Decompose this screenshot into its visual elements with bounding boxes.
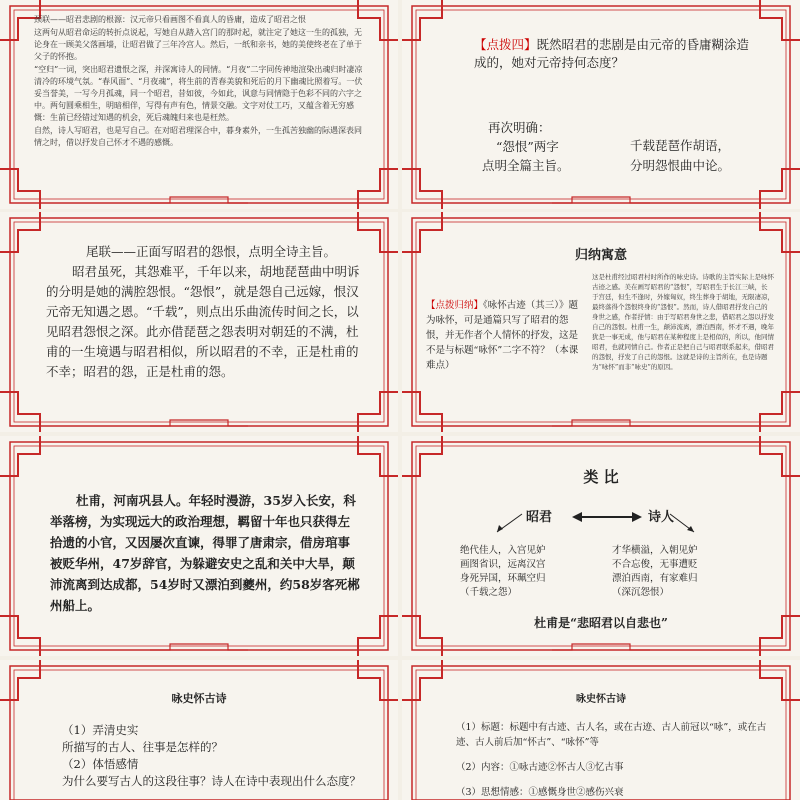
- slide-4[interactable]: [402, 212, 800, 432]
- slide-3-content: [46, 242, 362, 382]
- left-list: [460, 544, 546, 600]
- left-tag: 【点拨归纳】: [426, 300, 484, 311]
- list-item: （1）标题：标题中有古迹、古人名，或在古迹、古人前冠以“咏”，或在古迹、古人前后加“怀古”、“咏怀”等: [456, 722, 767, 748]
- slide-title: 归纳寓意: [574, 248, 627, 263]
- biography: 杜甫，河南巩县人。年轻时漫游，35岁入长安，科举落榜，为实现远大的政治理想，羁留十年也只获得左拾遗的小官，又因屡次直谏，得罪了唐肃宗，借房琯事被贬华州，47岁辞官，为躲避安史之乱和关中大旱，颠沛流离到达成都，54岁时又漂泊到夔州，约58岁客死郴州船上。: [50, 493, 360, 613]
- list-item: 所描写的古人、往事是怎样的？: [62, 740, 223, 754]
- conclusion: 杜甫是“悲昭君以自悲也”: [534, 616, 668, 630]
- list-item: （2）体悟感情: [62, 757, 139, 771]
- slide-3[interactable]: [0, 212, 398, 432]
- right-line: 漂泊西南，有家难归: [612, 573, 698, 584]
- slide-title: 咏史怀古诗: [576, 694, 626, 705]
- question-tag: 【点拨四】: [474, 37, 537, 52]
- item-list: [456, 720, 770, 800]
- slide-1-line: 这两句从昭君命运的转折点说起，写她自从踏入宫门的那时起，就注定了她这一生的孤独，无论身在一顾美父落画墙，让昭君做了三年冷宫人。然后，一纸和亲书，她的美使终老在了单于父子的怀抱。: [34, 28, 362, 61]
- slide-5[interactable]: [0, 436, 398, 656]
- poem-line: 分明怨恨曲中论。: [630, 158, 731, 173]
- heading-tag: 尾联——: [86, 244, 137, 259]
- right-list: [612, 544, 698, 600]
- slide-title: 类 比: [583, 468, 619, 486]
- left-text: 《咏怀古迹（其三）》题为咏怀，可是通篇只写了昭君的怨恨，并无作者个人情怀的抒发，这是不是与标题“咏怀”二字不符？（本课难点）: [426, 300, 579, 371]
- left-note: （千载之怨）: [460, 587, 518, 598]
- right-line: 不合忘俊，无事遭贬: [612, 559, 698, 570]
- right-note: （深沉怨恨）: [612, 587, 670, 598]
- heading-line: [46, 242, 362, 262]
- list-item: （3）思想情感：①感慨身世②感伤兴衰: [456, 787, 624, 798]
- slide-6[interactable]: [402, 436, 800, 656]
- slide-2[interactable]: [402, 0, 800, 209]
- slide-1-line: 自然，诗人写昭君，也是写自己。在对昭君理深合中，暮身素外，一生孤苦独幽的际遇深表同情之时，借以抒发自己怀才不遇的感慨。: [34, 126, 362, 147]
- poem-line: 千载琵琶作胡语，: [630, 138, 731, 153]
- left-line: 绝代佳人，入宫见妒: [460, 545, 546, 556]
- right-line: 才华横溢，入朝见妒: [612, 545, 698, 556]
- left-box: [426, 298, 584, 373]
- item-list: [62, 722, 370, 790]
- slide-1-line: 颈联——昭君悲剧的根源：汉元帝只看画图不看真人的昏庸，造成了昭君之恨: [34, 15, 306, 24]
- left-line: 画图省识，远离汉宫: [460, 559, 546, 570]
- right-label: 诗人: [648, 510, 675, 525]
- answer-heading: 再次明确：: [488, 120, 551, 135]
- left-label: 昭君: [526, 510, 553, 525]
- list-item: （1）弄清史实: [62, 723, 139, 737]
- slide-1-text: [34, 14, 368, 191]
- list-item: 为什么要写古人的这段往事？诗人在诗中表现出什么态度？: [62, 774, 361, 788]
- paragraph: 昭君虽死，其怨难平，千年以来，胡地琵琶曲中明诉的分明是她的满腔怨恨。“怨恨”，就是怨自己远嫁，恨汉元帝无知遇之恩。“千载”，则点出乐曲流传时间之长，以见昭君怨恨之深。此亦借琵琶之怨表明对朝廷的不满，杜甫的一生境遇与昭君相似，所以昭君的不幸，正是杜甫的不幸；昭君的怨，正是杜甫的怨。: [46, 264, 360, 379]
- right-text: 这是杜甫经过昭君村时所作的咏史诗。诗歌的主旨实际上是咏怀古迹之感。美在画写昭君的“怨恨”，写昭君生于长江三峡，长于宫廷，但生不逢时，外嫁匈奴，终生葬身于胡地，无限凄凉，最终落得个怨恨终身的“怨恨”。然而，诗人借昭君抒发自己的身世之感，作者抒情：由于写昭君身世之悲，借昭君之怨以抒发自己的怨恨。杜甫一生，颠沛流离，漂泊西南，怀才不遇，晚年犹是一事无成，他与昭君在某种程度上是相似的，所以，他同情昭君，也就同情自己。作者正是把自己与昭君联系起来，借昭君的怨恨，抒发了自己的怨恨。这就是诗的主旨所在，也是诗题为“咏怀”而非“咏史”的原因。: [592, 273, 774, 371]
- question: [474, 36, 760, 72]
- list-item: （2）内容：①咏古迹②怀古人③忆古事: [456, 762, 624, 773]
- answer-right: [630, 136, 730, 176]
- answer-left: [482, 118, 570, 175]
- slide-8[interactable]: [402, 660, 800, 800]
- right-box: [592, 272, 774, 412]
- question-text: 既然昭君的悲剧是由元帝的昏庸糊涂造成的，她对元帝持何态度？: [474, 37, 750, 70]
- slide-title: 咏史怀古诗: [171, 692, 227, 705]
- answer-line: “怨恨”两字: [496, 139, 559, 154]
- left-line: 身死异国，环珮空归: [460, 573, 546, 584]
- slide-1-line: “空归”一词，突出昭君遗恨之深，并深寓诗人的同情。“月夜”二字同传神地渲染出魂归时凄凉清冷的环境气氛。“春风面”、“月夜魂”，将生前的青春美貌和死后的月下幽魂比照着写。一伏妥当誉美，一写今月孤魂，同一个昭君，昔如彼，今如此，讽意与同情隐于色彩不同的六字之中。两句圆乘相生，明暗相伴，写得有声有色，情景交融。文字对仗工巧，又蕴含着无穷感慨：生前已经错过知遇的机会，死后魂魄归来也是枉然。: [34, 65, 363, 122]
- slide-1[interactable]: [0, 0, 398, 209]
- slide-7[interactable]: [0, 660, 398, 800]
- answer-line: 点明全篇主旨。: [482, 158, 570, 173]
- heading-text: 正面写昭君的怨恨，点明全诗主旨。: [136, 244, 337, 259]
